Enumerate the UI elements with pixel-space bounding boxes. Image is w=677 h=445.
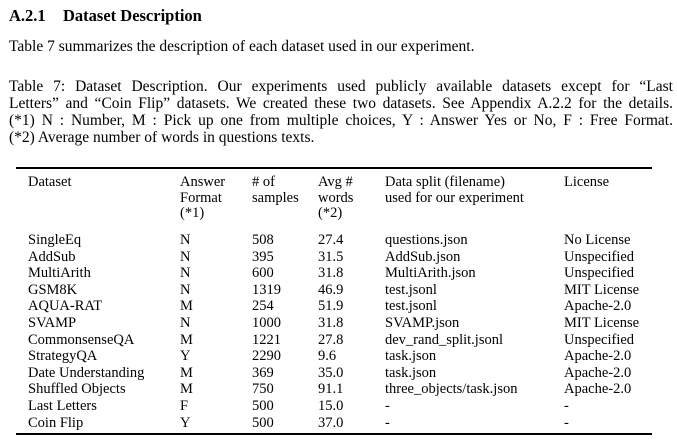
- cell-samples: 600: [252, 265, 274, 282]
- cell-words: 15.0: [318, 397, 344, 414]
- cell-dataset: SingleEq: [28, 232, 82, 248]
- cell-samples: 2290: [252, 348, 281, 365]
- cell-split: MultiArith.json: [385, 265, 476, 282]
- cell-format: N: [180, 281, 191, 298]
- cell-split: task.json: [385, 348, 437, 365]
- cell-samples: 1000: [252, 314, 281, 331]
- cell-license: Apache-2.0: [564, 381, 632, 398]
- table-row: [0, 348, 677, 365]
- cell-split: test.jsonl: [385, 281, 437, 298]
- cell-dataset: Date Understanding: [28, 364, 145, 381]
- table-row: [0, 298, 677, 315]
- section-number: A.2.1: [9, 6, 46, 25]
- cell-split: -: [385, 397, 390, 414]
- cell-split: task.json: [385, 364, 437, 381]
- table-body: [0, 232, 677, 431]
- cell-license: -: [564, 397, 569, 414]
- cell-license: Unspecified: [564, 331, 635, 348]
- cell-dataset: StrategyQA: [28, 348, 98, 365]
- cell-dataset: Last Letters: [28, 397, 97, 414]
- cell-words: 9.6: [318, 348, 337, 365]
- cell-split: questions.json: [385, 232, 468, 248]
- header-answer-format: [180, 175, 225, 222]
- cell-license: No License: [564, 232, 631, 248]
- section-title: Dataset Description: [63, 6, 202, 25]
- cell-split: three_objects/task.json: [385, 381, 518, 398]
- cell-format: N: [180, 232, 191, 248]
- table-caption: [9, 78, 673, 146]
- cell-words: 51.9: [318, 298, 344, 315]
- header-samples-line: # of: [252, 174, 275, 190]
- cell-samples: 1221: [252, 331, 281, 348]
- header-words-line: words: [318, 189, 354, 206]
- header-words-line: Avg #: [318, 174, 353, 190]
- caption-line: (*1) N : Number, M : Pick up one from multiple choices, Y : Answer Yes or No, F : Free Format.: [9, 112, 673, 129]
- table-row: [0, 232, 677, 249]
- table-row: [0, 415, 677, 432]
- section-heading: [9, 6, 202, 26]
- intro-paragraph: Table 7 summarizes the description of each dataset used in our experiment.: [9, 38, 475, 55]
- cell-format: N: [180, 314, 191, 331]
- header-num-samples: [252, 175, 299, 206]
- cell-dataset: AQUA-RAT: [28, 298, 103, 315]
- cell-dataset: MultiArith: [28, 265, 91, 282]
- cell-words: 35.0: [318, 364, 344, 381]
- cell-dataset: AddSub: [28, 248, 76, 265]
- cell-format: Y: [180, 348, 191, 365]
- cell-words: 31.5: [318, 248, 344, 265]
- caption-line: (*2) Average number of words in questions texts.: [9, 129, 315, 146]
- cell-words: 31.8: [318, 314, 344, 331]
- cell-dataset: CommonsenseQA: [28, 331, 135, 348]
- cell-split: SVAMP.json: [385, 314, 460, 331]
- table-row: [0, 365, 677, 382]
- table-row: [0, 249, 677, 266]
- header-avg-words: [318, 175, 353, 222]
- caption-line: Table 7: Dataset Description. Our experiments used publicly available datasets except for “Last: [9, 78, 673, 95]
- header-dataset-line: Dataset: [28, 174, 72, 190]
- caption-line: Letters” and “Coin Flip” datasets. We created these two datasets. See Appendix A.2.2 for the details.: [9, 95, 673, 112]
- cell-samples: 500: [252, 397, 274, 414]
- cell-format: F: [180, 397, 189, 414]
- cell-samples: 254: [252, 298, 274, 315]
- table-bottom-rule: [16, 433, 652, 435]
- cell-license: Unspecified: [564, 265, 635, 282]
- table-row: [0, 398, 677, 415]
- table-row: [0, 332, 677, 349]
- table-row: [0, 265, 677, 282]
- cell-format: M: [180, 331, 193, 348]
- cell-split: -: [385, 414, 390, 431]
- cell-words: 27.8: [318, 331, 344, 348]
- cell-dataset: Coin Flip: [28, 414, 84, 431]
- cell-split: dev_rand_split.jsonl: [385, 331, 504, 348]
- cell-license: Apache-2.0: [564, 364, 632, 381]
- cell-words: 27.4: [318, 232, 344, 248]
- table-row: [0, 381, 677, 398]
- table-top-rule: [16, 167, 652, 169]
- header-format-line: Format: [180, 189, 222, 206]
- cell-split: test.jsonl: [385, 298, 437, 315]
- cell-license: MIT License: [564, 314, 640, 331]
- cell-dataset: Shuffled Objects: [28, 381, 126, 398]
- cell-samples: 750: [252, 381, 274, 398]
- cell-format: M: [180, 298, 193, 315]
- cell-license: -: [564, 414, 569, 431]
- cell-format: N: [180, 248, 191, 265]
- cell-license: Apache-2.0: [564, 348, 632, 365]
- table-row: [0, 315, 677, 332]
- cell-dataset: GSM8K: [28, 281, 78, 298]
- cell-license: Apache-2.0: [564, 298, 632, 315]
- cell-license: Unspecified: [564, 248, 635, 265]
- cell-format: Y: [180, 414, 191, 431]
- header-data-split: [385, 175, 524, 206]
- cell-samples: 500: [252, 414, 274, 431]
- cell-words: 37.0: [318, 414, 344, 431]
- cell-words: 91.1: [318, 381, 344, 398]
- header-samples-line: samples: [252, 189, 299, 206]
- header-split-line: Data split (filename): [385, 174, 505, 190]
- cell-format: N: [180, 265, 191, 282]
- header-split-line: used for our experiment: [385, 189, 524, 206]
- cell-split: AddSub.json: [385, 248, 461, 265]
- cell-format: M: [180, 381, 193, 398]
- cell-license: MIT License: [564, 281, 640, 298]
- cell-samples: 395: [252, 248, 274, 265]
- header-words-line: (*2): [318, 205, 343, 221]
- cell-words: 31.8: [318, 265, 344, 282]
- cell-dataset: SVAMP: [28, 314, 77, 331]
- header-format-line: Answer: [180, 174, 226, 190]
- cell-samples: 1319: [252, 281, 281, 298]
- cell-format: M: [180, 364, 193, 381]
- cell-samples: 508: [252, 232, 274, 248]
- cell-samples: 369: [252, 364, 274, 381]
- table-row: [0, 282, 677, 299]
- header-format-line: (*1): [180, 205, 205, 221]
- header-license-line: License: [564, 174, 610, 190]
- header-license: [564, 175, 609, 191]
- cell-words: 46.9: [318, 281, 344, 298]
- header-dataset: [28, 175, 71, 191]
